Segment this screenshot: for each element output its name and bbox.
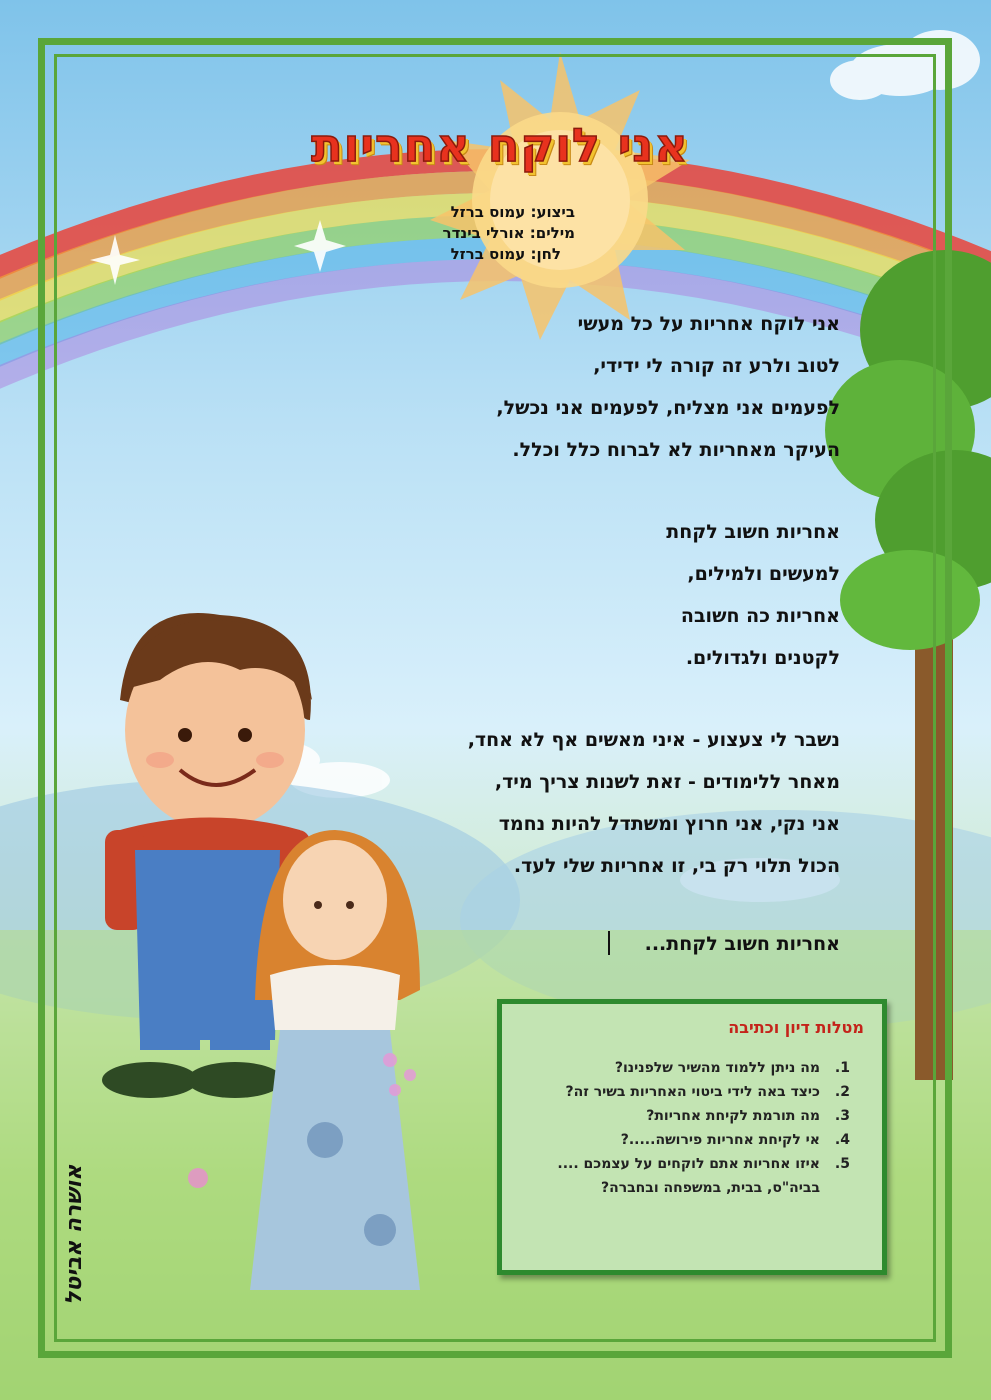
discussion-tasks-box: [497, 999, 887, 1275]
text-cursor: [608, 931, 610, 955]
poem-line: אני נקי, אני חרוץ ומשתדל להיות נחמד: [498, 813, 840, 835]
poem-line: לקטנים ולגדולים.: [685, 647, 840, 669]
credit-lyrics: מילים: אורלי בינדר: [442, 224, 575, 242]
poem-line: העיקר מאחריות לא לברוח כלל וכלל.: [512, 439, 840, 461]
item-text: אי לקיחת אחריות פירושה.....?: [620, 1132, 820, 1148]
stanza-2: [380, 511, 840, 679]
poem-line: הכול תלוי רק בי, זו אחריות שלי לעד.: [513, 855, 840, 877]
stanza-3: [380, 719, 840, 887]
list-item: [515, 1056, 850, 1080]
list-item: [515, 1104, 850, 1128]
list-item: [515, 1152, 850, 1200]
credit-performance: ביצוע: עמוס ברזל: [450, 203, 575, 221]
list-item: [515, 1128, 850, 1152]
item-text: מה תורמת לקיחת אחריות?: [646, 1108, 820, 1124]
poem-line: למעשים ולמילים,: [687, 563, 840, 585]
poem-line: אחריות כה חשובה: [680, 605, 840, 627]
poem-line: אני לוקח אחריות על כל מעשי: [577, 313, 840, 335]
tasks-list: [515, 1056, 850, 1200]
item-text: מה ניתן ללמוד מהשיר שלפנינו?: [614, 1060, 820, 1076]
item-text: כיצד באה לידי ביטוי האחריות בשיר זה?: [565, 1084, 820, 1100]
tasks-title: מטלות דיון וכתיבה: [728, 1018, 864, 1037]
item-number: 3.: [834, 1108, 850, 1124]
song-credits: [400, 202, 575, 265]
poem-line: נשבר לי צעצוע - איני מאשים אף לא אחד,: [467, 729, 840, 751]
list-item: [515, 1080, 850, 1104]
item-text: איזו אחריות אתם לוקחים על עצמכם .... בביה"ס, בבית, במשפחה ובחברה?: [557, 1156, 820, 1196]
stanza-1: [380, 303, 840, 471]
poem-line: לפעמים אני מצליח, לפעמים אני נכשל,: [496, 397, 840, 419]
author-signature: אושרה אביטל: [62, 1164, 87, 1306]
poem-lyrics: [380, 303, 840, 965]
item-number: 1.: [834, 1060, 850, 1076]
credit-music: לחן: עמוס ברזל: [450, 245, 561, 263]
item-number: 4.: [834, 1132, 850, 1148]
item-number: 5.: [834, 1156, 850, 1172]
poem-refrain: אחריות חשוב לקחת...: [644, 933, 840, 955]
poem-line: לטוב ולרע זה קורה לי ידידי,: [593, 355, 840, 377]
page-title: אני לוקח אחריות: [311, 118, 689, 172]
item-number: 2.: [834, 1084, 850, 1100]
poem-line: מאחר ללימודים - זאת לשנות צריך מיד,: [494, 771, 840, 793]
poem-line: אחריות חשוב לקחת: [666, 521, 840, 543]
